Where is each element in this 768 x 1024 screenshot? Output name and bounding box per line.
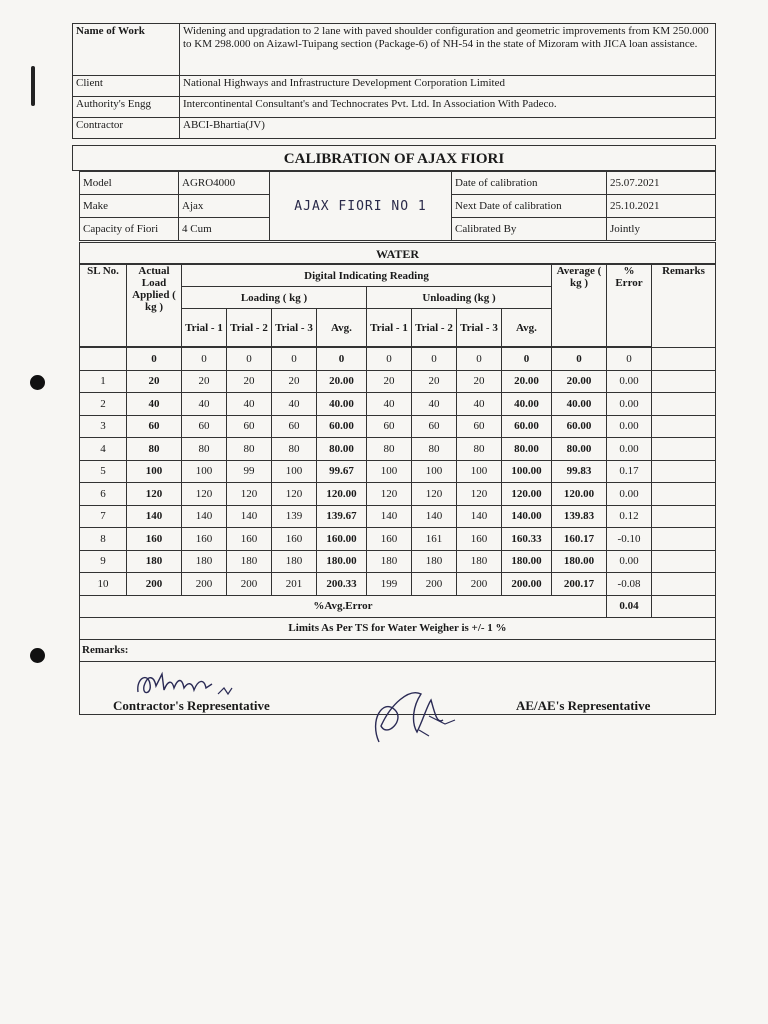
table-cell: 7	[80, 505, 127, 528]
section-heading: WATER	[79, 242, 716, 264]
remarks-cell	[652, 505, 716, 528]
table-cell: 40	[272, 393, 317, 416]
table-cell: 201	[272, 573, 317, 596]
table-cell: 200.17	[552, 573, 607, 596]
col-remarks: Remarks	[652, 265, 716, 348]
table-cell: 40.00	[502, 393, 552, 416]
table-cell: 80	[367, 438, 412, 461]
col-error: % Error	[607, 265, 652, 347]
remarks-cell	[652, 438, 716, 461]
table-cell: 0.00	[607, 415, 652, 438]
table-row	[80, 370, 716, 393]
table-cell: 100	[457, 460, 502, 483]
table-cell: 99.67	[317, 460, 367, 483]
table-cell: 100	[127, 460, 182, 483]
table-cell: 180	[412, 550, 457, 573]
table-cell: 60.00	[317, 415, 367, 438]
table-row	[80, 528, 716, 551]
table-cell: 60	[182, 415, 227, 438]
contractor-label: Contractor	[73, 118, 180, 139]
table-cell: 0.00	[607, 550, 652, 573]
contractor: ABCI-Bhartia(JV)	[180, 118, 716, 139]
table-cell: 120	[182, 483, 227, 506]
table-cell: 9	[80, 550, 127, 573]
remarks-cell	[652, 348, 716, 371]
table-cell: 140	[227, 505, 272, 528]
table-cell: 40	[367, 393, 412, 416]
table-cell: 0.00	[607, 483, 652, 506]
table-row	[80, 505, 716, 528]
table-cell: 40	[457, 393, 502, 416]
table-cell: 6	[80, 483, 127, 506]
table-cell: 180	[367, 550, 412, 573]
table-cell: 0	[367, 348, 412, 371]
table-cell: 120.00	[502, 483, 552, 506]
table-cell: 180	[272, 550, 317, 573]
authority: Intercontinental Consultant's and Technocrates Pvt. Ltd. In Association With Padeco.	[180, 97, 716, 118]
table-cell: 60	[272, 415, 317, 438]
specs-table	[79, 171, 716, 241]
table-cell: 80	[182, 438, 227, 461]
capacity-label: Capacity of Fiori	[80, 218, 179, 241]
col-digital: Digital Indicating Reading	[182, 265, 552, 287]
table-cell: 80.00	[502, 438, 552, 461]
table-row	[80, 348, 716, 371]
col-trial-2: Trial - 2	[227, 309, 272, 347]
avg-error-value: 0.04	[607, 595, 652, 617]
table-cell: 120	[127, 483, 182, 506]
remarks-label: Remarks:	[80, 639, 716, 661]
table-cell: 5	[80, 460, 127, 483]
table-cell: 139.83	[552, 505, 607, 528]
table-row	[80, 483, 716, 506]
make-label: Make	[80, 195, 179, 218]
table-cell: 0	[607, 348, 652, 371]
table-cell: 0.12	[607, 505, 652, 528]
table-cell: 200	[182, 573, 227, 596]
table-cell: 0	[182, 348, 227, 371]
table-cell: 160	[182, 528, 227, 551]
remarks-cell	[652, 415, 716, 438]
table-row	[80, 460, 716, 483]
table-cell: 99	[227, 460, 272, 483]
remarks-cell	[652, 573, 716, 596]
table-cell: 60	[457, 415, 502, 438]
table-cell: 200.33	[317, 573, 367, 596]
table-cell: 60	[227, 415, 272, 438]
contractor-representative-label: Contractor's Representative	[113, 698, 270, 713]
table-cell: -0.10	[607, 528, 652, 551]
client: National Highways and Infrastructure Development Corporation Limited	[180, 76, 716, 97]
col-trial-3: Trial - 3	[272, 309, 317, 347]
col-trial-1: Trial - 1	[182, 309, 227, 347]
punch-hole	[30, 375, 45, 390]
table-cell: 0	[272, 348, 317, 371]
table-cell: 180	[457, 550, 502, 573]
table-cell: 140	[127, 505, 182, 528]
table-cell: 20	[272, 370, 317, 393]
col-loading: Loading ( kg )	[182, 287, 367, 309]
table-cell: 200	[227, 573, 272, 596]
table-cell: 80.00	[552, 438, 607, 461]
table-cell: 0	[227, 348, 272, 371]
handwritten-equipment-name: AJAX FIORI NO 1	[270, 172, 452, 241]
table-cell: 160	[457, 528, 502, 551]
table-cell: 40.00	[552, 393, 607, 416]
table-row	[80, 415, 716, 438]
table-cell: 60	[127, 415, 182, 438]
remarks-cell	[652, 393, 716, 416]
table-cell: 20.00	[552, 370, 607, 393]
table-cell: 140	[412, 505, 457, 528]
table-cell: 8	[80, 528, 127, 551]
table-cell: 160	[227, 528, 272, 551]
table-cell: 199	[367, 573, 412, 596]
table-cell: 20	[127, 370, 182, 393]
table-cell: 100	[412, 460, 457, 483]
name-of-work-label: Name of Work	[73, 24, 180, 76]
table-cell: 140	[367, 505, 412, 528]
limits-note: Limits As Per TS for Water Weigher is +/- 1 %	[80, 617, 716, 639]
authority-label: Authority's Engg	[73, 97, 180, 118]
table-cell: 120	[367, 483, 412, 506]
table-cell: 180.00	[502, 550, 552, 573]
table-cell: 180	[182, 550, 227, 573]
remarks-cell	[652, 460, 716, 483]
table-cell: 60.00	[502, 415, 552, 438]
table-cell: 180.00	[552, 550, 607, 573]
table-cell: 120	[412, 483, 457, 506]
calibrated-by-label: Calibrated By	[452, 218, 607, 241]
make-value: Ajax	[179, 195, 270, 218]
table-cell: 100	[272, 460, 317, 483]
table-cell: 160	[367, 528, 412, 551]
model-label: Model	[80, 172, 179, 195]
table-cell: 40	[227, 393, 272, 416]
table-cell: 3	[80, 415, 127, 438]
avg-error-label: %Avg.Error	[80, 595, 607, 617]
table-cell: 60	[367, 415, 412, 438]
remarks-cell	[652, 370, 716, 393]
table-cell: 120.00	[552, 483, 607, 506]
table-cell: 20	[182, 370, 227, 393]
table-cell: 0.00	[607, 370, 652, 393]
col-load: Actual Load Applied ( kg )	[127, 265, 182, 347]
remarks-cell	[652, 528, 716, 551]
ae-representative-label: AE/AE's Representative	[516, 698, 651, 713]
table-cell: 100	[367, 460, 412, 483]
table-cell: 200.00	[502, 573, 552, 596]
table-cell: 200	[457, 573, 502, 596]
table-cell: 0	[552, 348, 607, 371]
punch-hole	[30, 648, 45, 663]
date-value: 25.07.2021	[607, 172, 716, 195]
table-row	[80, 573, 716, 596]
table-cell: 60.00	[552, 415, 607, 438]
table-cell: 180	[127, 550, 182, 573]
table-row	[80, 393, 716, 416]
table-cell: 4	[80, 438, 127, 461]
table-cell: 140	[182, 505, 227, 528]
table-cell: 160	[127, 528, 182, 551]
remarks-cell	[652, 550, 716, 573]
table-cell: 200	[127, 573, 182, 596]
col-average: Average ( kg )	[552, 265, 607, 347]
table-cell: 0	[457, 348, 502, 371]
page-title: CALIBRATION OF AJAX FIORI	[72, 145, 716, 171]
table-cell: 0.00	[607, 438, 652, 461]
date-label: Date of calibration	[452, 172, 607, 195]
table-cell: 20.00	[502, 370, 552, 393]
table-cell: 40	[412, 393, 457, 416]
table-cell	[80, 348, 127, 371]
table-cell: 20.00	[317, 370, 367, 393]
table-cell: 100	[182, 460, 227, 483]
table-cell: 20	[412, 370, 457, 393]
table-cell: 140.00	[502, 505, 552, 528]
col-trial-3: Trial - 3	[457, 309, 502, 347]
table-cell: 100.00	[502, 460, 552, 483]
table-cell: 140	[457, 505, 502, 528]
binder-mark	[31, 66, 35, 106]
col-unloading: Unloading (kg )	[367, 287, 552, 309]
calibration-table	[79, 264, 716, 662]
table-cell: 1	[80, 370, 127, 393]
table-cell: 40	[127, 393, 182, 416]
contractor-signature	[134, 664, 244, 704]
col-avg: Avg.	[502, 309, 552, 347]
table-cell: 80	[412, 438, 457, 461]
table-cell: 160.00	[317, 528, 367, 551]
table-row	[80, 438, 716, 461]
table-cell: 10	[80, 573, 127, 596]
table-cell: 2	[80, 393, 127, 416]
table-cell: 120	[227, 483, 272, 506]
table-row	[80, 550, 716, 573]
table-cell: 160.17	[552, 528, 607, 551]
table-cell: 99.83	[552, 460, 607, 483]
table-cell: 180	[227, 550, 272, 573]
table-cell: 80	[127, 438, 182, 461]
table-cell: 0	[317, 348, 367, 371]
table-cell: 120	[272, 483, 317, 506]
remarks-cell	[652, 483, 716, 506]
table-cell: 60	[412, 415, 457, 438]
table-cell: 20	[227, 370, 272, 393]
table-cell: 40.00	[317, 393, 367, 416]
table-cell: 139.67	[317, 505, 367, 528]
model-value: AGRO4000	[179, 172, 270, 195]
capacity-value: 4 Cum	[179, 218, 270, 241]
project-info-table	[72, 23, 716, 139]
col-sl: SL No.	[80, 265, 127, 347]
table-cell: 40	[182, 393, 227, 416]
table-cell: 80.00	[317, 438, 367, 461]
table-cell: 20	[457, 370, 502, 393]
table-cell: 160.33	[502, 528, 552, 551]
table-cell: 160	[272, 528, 317, 551]
table-cell: 0	[127, 348, 182, 371]
table-cell: 80	[272, 438, 317, 461]
table-cell: 0	[502, 348, 552, 371]
table-cell: 80	[227, 438, 272, 461]
table-cell: -0.08	[607, 573, 652, 596]
table-cell: 120.00	[317, 483, 367, 506]
table-cell: 200	[412, 573, 457, 596]
table-cell: 0.00	[607, 393, 652, 416]
client-label: Client	[73, 76, 180, 97]
table-cell: 161	[412, 528, 457, 551]
name-of-work: Widening and upgradation to 2 lane with paved shoulder configuration and geometric improvements from KM 250.000 to KM 298.000 on Aizawl-Tuipang section (Package-6) of NH-54 in the state of Mizoram with JICA loan assistance.	[180, 24, 716, 76]
table-cell: 0	[412, 348, 457, 371]
table-cell: 20	[367, 370, 412, 393]
calibrated-by-value: Jointly	[607, 218, 716, 241]
col-trial-2: Trial - 2	[412, 309, 457, 347]
table-cell: 180.00	[317, 550, 367, 573]
table-cell: 80	[457, 438, 502, 461]
next-date-label: Next Date of calibration	[452, 195, 607, 218]
col-avg: Avg.	[317, 309, 367, 347]
col-trial-1: Trial - 1	[367, 309, 412, 347]
ae-signature	[365, 680, 475, 750]
table-cell: 120	[457, 483, 502, 506]
next-date-value: 25.10.2021	[607, 195, 716, 218]
table-cell: 0.17	[607, 460, 652, 483]
table-cell: 139	[272, 505, 317, 528]
